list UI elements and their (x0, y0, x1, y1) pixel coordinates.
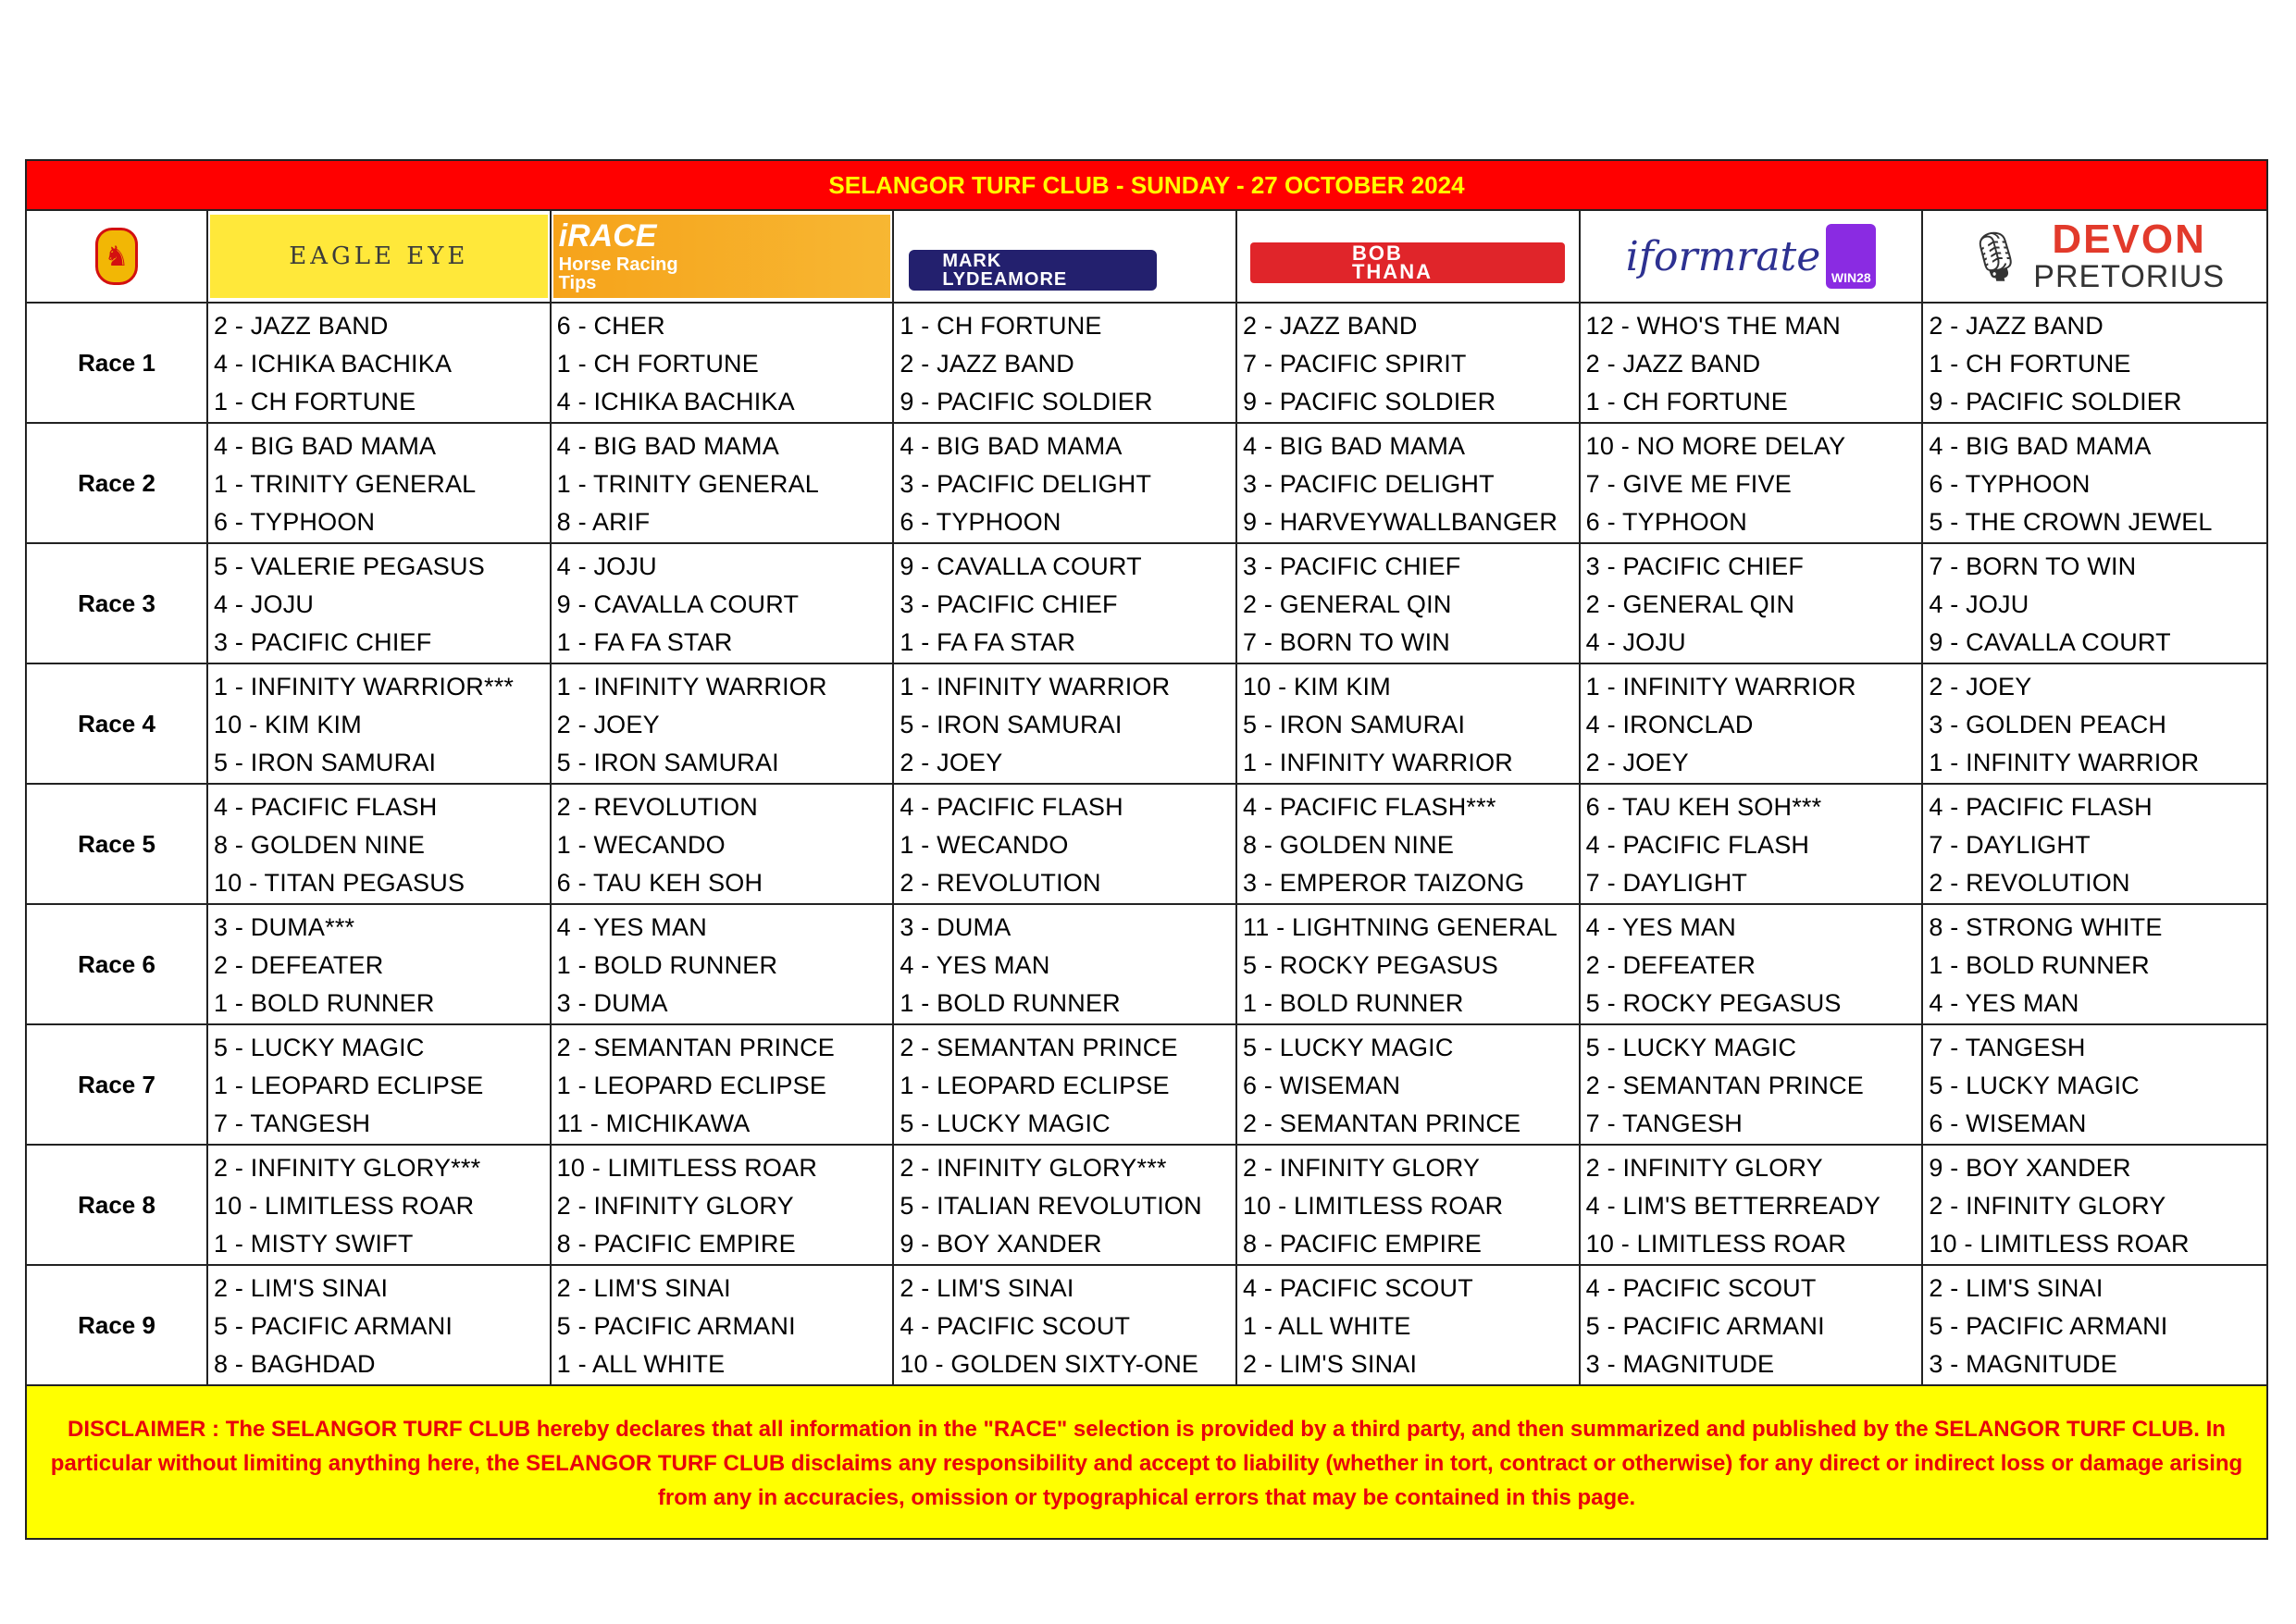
pick-item: 5 - LUCKY MAGIC (1242, 1034, 1454, 1061)
pick-item: 6 - CHER (556, 312, 665, 340)
tips-sheet (25, 159, 2268, 1540)
pick-item: 6 - TYPHOON (1585, 508, 1747, 536)
race-label: Race 7 (27, 1025, 208, 1144)
pick-cell (552, 664, 895, 783)
pick-cell (1237, 424, 1581, 542)
pick-cell (552, 304, 895, 422)
pick-item: 7 - TANGESH (1585, 1110, 1743, 1137)
pick-item: 2 - GENERAL QIN (1242, 590, 1452, 618)
pick-item: 4 - PACIFIC SCOUT (900, 1312, 1131, 1340)
pick-item: 4 - BIG BAD MAMA (1929, 432, 2152, 460)
pick-item: 2 - SEMANTAN PRINCE (1585, 1072, 1864, 1099)
pick-item: 10 - LIMITLESS ROAR (214, 1192, 475, 1220)
pick-cell (1581, 1146, 1924, 1264)
pick-item: 10 - NO MORE DELAY (1585, 432, 1846, 460)
pick-item: 2 - INFINITY GLORY (1242, 1154, 1481, 1182)
pick-item: 3 - MAGNITUDE (1585, 1350, 1775, 1378)
pick-item: 5 - LUCKY MAGIC (1929, 1072, 2140, 1099)
pick-item: 1 - INFINITY WARRIOR (556, 673, 827, 700)
stc-horse-badge-icon: ♞ (95, 228, 138, 285)
pick-item: 7 - GIVE ME FIVE (1585, 470, 1792, 498)
pick-item: 1 - FA FA STAR (556, 628, 733, 656)
pick-cell (208, 664, 552, 783)
pick-item: 4 - PACIFIC SCOUT (1242, 1274, 1473, 1302)
race-row (27, 1266, 2266, 1386)
pick-item: 1 - CH FORTUNE (556, 350, 759, 378)
pick-cell (1923, 1025, 2266, 1144)
pick-item: 2 - JOEY (1585, 749, 1689, 776)
pick-item: 1 - LEOPARD ECLIPSE (556, 1072, 827, 1099)
pick-cell (894, 664, 1237, 783)
bob-banner: BOB THANA (1250, 242, 1565, 283)
pick-item: 4 - YES MAN (556, 913, 707, 941)
pick-item: 2 - SEMANTAN PRINCE (556, 1034, 835, 1061)
logo-irace (552, 211, 895, 302)
irace-sub: Horse Racing Tips (558, 254, 678, 293)
pick-cell (1581, 664, 1924, 783)
pick-item: 9 - BOY XANDER (900, 1230, 1102, 1258)
pick-item: 6 - WISEMAN (1242, 1072, 1401, 1099)
pick-item: 5 - PACIFIC ARMANI (1585, 1312, 1825, 1340)
pick-item: 4 - PACIFIC FLASH (1929, 793, 2153, 821)
pick-item: 6 - TYPHOON (1929, 470, 2091, 498)
pick-item: 1 - INFINITY WARRIOR (900, 673, 1171, 700)
pick-item: 2 - SEMANTAN PRINCE (900, 1034, 1178, 1061)
race-table (27, 304, 2266, 1386)
race-row (27, 1025, 2266, 1146)
pick-cell (208, 1146, 552, 1264)
pick-item: 8 - STRONG WHITE (1929, 913, 2163, 941)
pick-item: 4 - BIG BAD MAMA (556, 432, 779, 460)
pick-cell (1237, 905, 1581, 1023)
pick-item: 2 - INFINITY GLORY*** (214, 1154, 481, 1182)
pick-item: 8 - PACIFIC EMPIRE (1242, 1230, 1483, 1258)
pick-cell (1923, 905, 2266, 1023)
pick-cell (1581, 905, 1924, 1023)
microphone-icon: 🎙 (1965, 229, 2027, 284)
pick-item: 9 - CAVALLA COURT (900, 552, 1142, 580)
pick-item: 4 - ICHIKA BACHIKA (214, 350, 453, 378)
pick-item: 6 - WISEMAN (1929, 1110, 2087, 1137)
pick-item: 1 - TRINITY GENERAL (556, 470, 820, 498)
pick-item: 10 - GOLDEN SIXTY-ONE (900, 1350, 1199, 1378)
race-row (27, 905, 2266, 1025)
pick-item: 3 - EMPEROR TAIZONG (1242, 869, 1525, 897)
club-badge-cell (27, 211, 208, 302)
irace-brand: iRACE (558, 218, 657, 254)
pick-item: 4 - LIM'S BETTERREADY (1585, 1192, 1881, 1220)
pick-item: 1 - ALL WHITE (556, 1350, 726, 1378)
pick-cell (552, 1025, 895, 1144)
pick-item: 3 - PACIFIC DELIGHT (900, 470, 1152, 498)
pick-item: 2 - JOEY (556, 711, 660, 738)
pick-item: 5 - ROCKY PEGASUS (1585, 989, 1842, 1017)
race-label: Race 9 (27, 1266, 208, 1384)
pick-item: 5 - LUCKY MAGIC (900, 1110, 1111, 1137)
logo-devon-pretorius (1923, 211, 2266, 302)
pick-item: 7 - TANGESH (214, 1110, 371, 1137)
pick-item: 2 - JAZZ BAND (900, 350, 1074, 378)
pick-item: 10 - LIMITLESS ROAR (1929, 1230, 2190, 1258)
race-label: Race 5 (27, 785, 208, 903)
pick-item: 12 - WHO'S THE MAN (1585, 312, 1841, 340)
pick-item: 6 - TAU KEH SOH (556, 869, 763, 897)
pick-cell (208, 544, 552, 663)
pick-item: 2 - JAZZ BAND (1585, 350, 1761, 378)
pick-item: 4 - JOJU (1929, 590, 2029, 618)
pick-item: 3 - PACIFIC CHIEF (214, 628, 432, 656)
pick-item: 8 - ARIF (556, 508, 651, 536)
pick-item: 6 - TYPHOON (214, 508, 376, 536)
pick-cell (208, 1266, 552, 1384)
pick-item: 3 - PACIFIC DELIGHT (1242, 470, 1495, 498)
pick-item: 2 - INFINITY GLORY*** (900, 1154, 1167, 1182)
bob-thana-logo (1239, 215, 1577, 298)
pick-item: 2 - LIM'S SINAI (556, 1274, 731, 1302)
pick-item: 1 - WECANDO (900, 831, 1069, 859)
race-label: Race 2 (27, 424, 208, 542)
pick-item: 2 - JOEY (900, 749, 1003, 776)
pick-item: 1 - CH FORTUNE (1585, 388, 1788, 415)
pick-cell (552, 1146, 895, 1264)
pick-item: 2 - INFINITY GLORY (1929, 1192, 2166, 1220)
devon-first: DEVON (2052, 217, 2206, 262)
eagle-eye-logo: EAGLE EYE (210, 215, 548, 298)
pick-item: 4 - PACIFIC FLASH (900, 793, 1123, 821)
pick-item: 10 - LIMITLESS ROAR (1242, 1192, 1504, 1220)
pick-item: 5 - PACIFIC ARMANI (1929, 1312, 2168, 1340)
pick-item: 9 - PACIFIC SOLDIER (1242, 388, 1496, 415)
pick-cell (1923, 785, 2266, 903)
pick-item: 4 - PACIFIC SCOUT (1585, 1274, 1817, 1302)
race-row (27, 1146, 2266, 1266)
race-label: Race 4 (27, 664, 208, 783)
pick-cell (1581, 1025, 1924, 1144)
race-row (27, 785, 2266, 905)
pick-item: 7 - BORN TO WIN (1242, 628, 1451, 656)
pick-item: 10 - LIMITLESS ROAR (1585, 1230, 1847, 1258)
pick-cell (208, 304, 552, 422)
race-label: Race 1 (27, 304, 208, 422)
pick-item: 10 - TITAN PEGASUS (214, 869, 465, 897)
pick-item: 2 - LIM'S SINAI (900, 1274, 1074, 1302)
pick-item: 3 - DUMA (900, 913, 1011, 941)
pick-item: 3 - PACIFIC CHIEF (1585, 552, 1805, 580)
pick-cell (894, 1025, 1237, 1144)
mark-lydeamore-logo (896, 215, 1234, 298)
pick-item: 2 - REVOLUTION (1929, 869, 2130, 897)
pick-cell (894, 785, 1237, 903)
pick-cell (208, 905, 552, 1023)
pick-item: 1 - TRINITY GENERAL (214, 470, 477, 498)
pick-item: 1 - INFINITY WARRIOR*** (214, 673, 515, 700)
iformrate-word: iformrate (1625, 232, 1821, 280)
pick-cell (894, 304, 1237, 422)
pick-item: 2 - GENERAL QIN (1585, 590, 1795, 618)
pick-item: 8 - GOLDEN NINE (214, 831, 426, 859)
pick-item: 1 - BOLD RUNNER (1929, 951, 2150, 979)
pick-item: 4 - PACIFIC FLASH (214, 793, 438, 821)
pick-item: 4 - IRONCLAD (1585, 711, 1754, 738)
pick-item: 11 - MICHIKAWA (556, 1110, 751, 1137)
pick-item: 2 - JOEY (1929, 673, 2032, 700)
pick-cell (1237, 1146, 1581, 1264)
pick-item: 1 - INFINITY WARRIOR (1242, 749, 1513, 776)
pick-item: 3 - DUMA*** (214, 913, 355, 941)
pick-item: 4 - BIG BAD MAMA (214, 432, 437, 460)
pick-item: 4 - BIG BAD MAMA (900, 432, 1123, 460)
pick-item: 2 - JAZZ BAND (1929, 312, 2104, 340)
pick-item: 5 - ITALIAN REVOLUTION (900, 1192, 1202, 1220)
pick-item: 8 - BAGHDAD (214, 1350, 376, 1378)
iformrate-logo (1582, 215, 1920, 298)
pick-item: 1 - CH FORTUNE (214, 388, 416, 415)
pick-cell (1237, 1025, 1581, 1144)
pick-item: 2 - JAZZ BAND (214, 312, 389, 340)
pick-item: 5 - PACIFIC ARMANI (214, 1312, 453, 1340)
pick-item: 10 - KIM KIM (214, 711, 362, 738)
pick-item: 2 - LIM'S SINAI (214, 1274, 389, 1302)
pick-item: 4 - YES MAN (900, 951, 1050, 979)
pick-item: 1 - ALL WHITE (1242, 1312, 1411, 1340)
pick-cell (208, 785, 552, 903)
pick-item: 4 - JOJU (556, 552, 657, 580)
pick-item: 9 - PACIFIC SOLDIER (1929, 388, 2182, 415)
pick-item: 7 - PACIFIC SPIRIT (1242, 350, 1467, 378)
pick-item: 4 - JOJU (1585, 628, 1686, 656)
pick-cell (1237, 304, 1581, 422)
pick-item: 3 - PACIFIC CHIEF (1242, 552, 1461, 580)
pick-item: 2 - DEFEATER (1585, 951, 1756, 979)
pick-item: 1 - BOLD RUNNER (1242, 989, 1464, 1017)
pick-item: 9 - BOY XANDER (1929, 1154, 2131, 1182)
race-label: Race 8 (27, 1146, 208, 1264)
pick-item: 4 - PACIFIC FLASH*** (1242, 793, 1496, 821)
pick-cell (1581, 544, 1924, 663)
pick-cell (1923, 664, 2266, 783)
pick-cell (552, 1266, 895, 1384)
race-label: Race 3 (27, 544, 208, 663)
pick-cell (1923, 304, 2266, 422)
pick-item: 7 - DAYLIGHT (1585, 869, 1748, 897)
pick-cell (1237, 785, 1581, 903)
pick-item: 4 - PACIFIC FLASH (1585, 831, 1810, 859)
disclaimer: DISCLAIMER : The SELANGOR TURF CLUB hereby declares that all information in the "RACE" selection is provided by a third party, and then summarized and published by the SELANGOR TURF CLUB. In particular without limiting anything here, the SELANGOR TURF CLUB disclaims any responsibility and accept to liability (whether in tort, contract or otherwise) for any direct or indirect loss or damage arising from any in accuracies, omission or typographical errors that may be contained in this page. (27, 1386, 2266, 1538)
logo-mark-lydeamore (894, 211, 1237, 302)
pick-item: 5 - LUCKY MAGIC (214, 1034, 425, 1061)
pick-item: 4 - JOJU (214, 590, 315, 618)
pick-item: 1 - BOLD RUNNER (556, 951, 778, 979)
pick-cell (894, 1146, 1237, 1264)
pick-item: 10 - LIMITLESS ROAR (556, 1154, 818, 1182)
pick-item: 7 - DAYLIGHT (1929, 831, 2091, 859)
pick-cell (552, 905, 895, 1023)
pick-item: 10 - KIM KIM (1242, 673, 1391, 700)
pick-item: 5 - IRON SAMURAI (1242, 711, 1466, 738)
pick-item: 1 - LEOPARD ECLIPSE (900, 1072, 1170, 1099)
pick-item: 7 - TANGESH (1929, 1034, 2086, 1061)
pick-item: 6 - TAU KEH SOH*** (1585, 793, 1822, 821)
pick-item: 6 - TYPHOON (900, 508, 1061, 536)
pick-item: 8 - GOLDEN NINE (1242, 831, 1455, 859)
race-row (27, 304, 2266, 424)
page-title: SELANGOR TURF CLUB - SUNDAY - 27 OCTOBER 2024 (27, 161, 2266, 211)
pick-item: 2 - REVOLUTION (556, 793, 758, 821)
pick-item: 1 - LEOPARD ECLIPSE (214, 1072, 484, 1099)
logo-row (27, 211, 2266, 304)
pick-cell (1237, 1266, 1581, 1384)
pick-cell (1923, 424, 2266, 542)
pick-item: 8 - PACIFIC EMPIRE (556, 1230, 796, 1258)
race-row (27, 424, 2266, 544)
race-row (27, 664, 2266, 785)
pick-item: 1 - WECANDO (556, 831, 726, 859)
pick-item: 1 - MISTY SWIFT (214, 1230, 414, 1258)
pick-cell (894, 1266, 1237, 1384)
pick-cell (894, 424, 1237, 542)
logo-iformrate (1581, 211, 1924, 302)
pick-item: 4 - YES MAN (1585, 913, 1736, 941)
pick-cell (1923, 1146, 2266, 1264)
pick-item: 2 - REVOLUTION (900, 869, 1101, 897)
pick-item: 4 - BIG BAD MAMA (1242, 432, 1466, 460)
logo-eagle-eye (208, 211, 552, 302)
pick-item: 5 - ROCKY PEGASUS (1242, 951, 1498, 979)
pick-cell (894, 544, 1237, 663)
pick-item: 1 - INFINITY WARRIOR (1585, 673, 1856, 700)
pick-item: 1 - BOLD RUNNER (214, 989, 435, 1017)
pick-item: 9 - CAVALLA COURT (1929, 628, 2171, 656)
pick-cell (1923, 544, 2266, 663)
pick-item: 5 - LUCKY MAGIC (1585, 1034, 1797, 1061)
pick-item: 9 - HARVEYWALLBANGER (1242, 508, 1558, 536)
pick-item: 3 - GOLDEN PEACH (1929, 711, 2167, 738)
pick-item: 11 - LIGHTNING GENERAL (1242, 913, 1558, 941)
pick-item: 1 - FA FA STAR (900, 628, 1076, 656)
race-row (27, 544, 2266, 664)
pick-item: 1 - CH FORTUNE (1929, 350, 2131, 378)
pick-cell (1237, 544, 1581, 663)
pick-cell (208, 1025, 552, 1144)
pick-item: 5 - IRON SAMURAI (556, 749, 779, 776)
race-label: Race 6 (27, 905, 208, 1023)
pick-item: 3 - PACIFIC CHIEF (900, 590, 1118, 618)
pick-cell (1237, 664, 1581, 783)
pick-cell (1581, 1266, 1924, 1384)
pick-item: 2 - INFINITY GLORY (1585, 1154, 1823, 1182)
pick-cell (552, 544, 895, 663)
pick-item: 5 - IRON SAMURAI (900, 711, 1123, 738)
pick-cell (1581, 304, 1924, 422)
pick-item: 1 - INFINITY WARRIOR (1929, 749, 2200, 776)
pick-item: 3 - MAGNITUDE (1929, 1350, 2117, 1378)
pick-item: 9 - PACIFIC SOLDIER (900, 388, 1153, 415)
pick-item: 1 - BOLD RUNNER (900, 989, 1121, 1017)
pick-cell (1581, 785, 1924, 903)
pick-item: 3 - DUMA (556, 989, 668, 1017)
pick-cell (208, 424, 552, 542)
pick-item: 7 - BORN TO WIN (1929, 552, 2137, 580)
devon-last: PRETORIUS (2033, 259, 2226, 294)
pick-item: 2 - LIM'S SINAI (1242, 1350, 1418, 1378)
pick-item: 4 - ICHIKA BACHIKA (556, 388, 795, 415)
pick-item: 5 - IRON SAMURAI (214, 749, 437, 776)
pick-item: 2 - DEFEATER (214, 951, 384, 979)
win28-badge: WIN28 (1826, 224, 1876, 289)
irace-logo (553, 215, 891, 298)
pick-cell (894, 905, 1237, 1023)
pick-cell (552, 424, 895, 542)
pick-item: 5 - PACIFIC ARMANI (556, 1312, 796, 1340)
pick-item: 4 - YES MAN (1929, 989, 2079, 1017)
pick-cell (1581, 424, 1924, 542)
pick-item: 5 - VALERIE PEGASUS (214, 552, 485, 580)
pick-cell (1923, 1266, 2266, 1384)
pick-item: 2 - SEMANTAN PRINCE (1242, 1110, 1521, 1137)
devon-pretorius-logo (1925, 215, 2265, 298)
pick-cell (552, 785, 895, 903)
pick-item: 2 - JAZZ BAND (1242, 312, 1418, 340)
pick-item: 9 - CAVALLA COURT (556, 590, 800, 618)
logo-bob-thana (1237, 211, 1581, 302)
pick-item: 2 - LIM'S SINAI (1929, 1274, 2104, 1302)
pick-item: 2 - INFINITY GLORY (556, 1192, 794, 1220)
mark-banner: MARK LYDEAMORE (909, 250, 1157, 291)
pick-item: 5 - THE CROWN JEWEL (1929, 508, 2213, 536)
pick-item: 1 - CH FORTUNE (900, 312, 1102, 340)
